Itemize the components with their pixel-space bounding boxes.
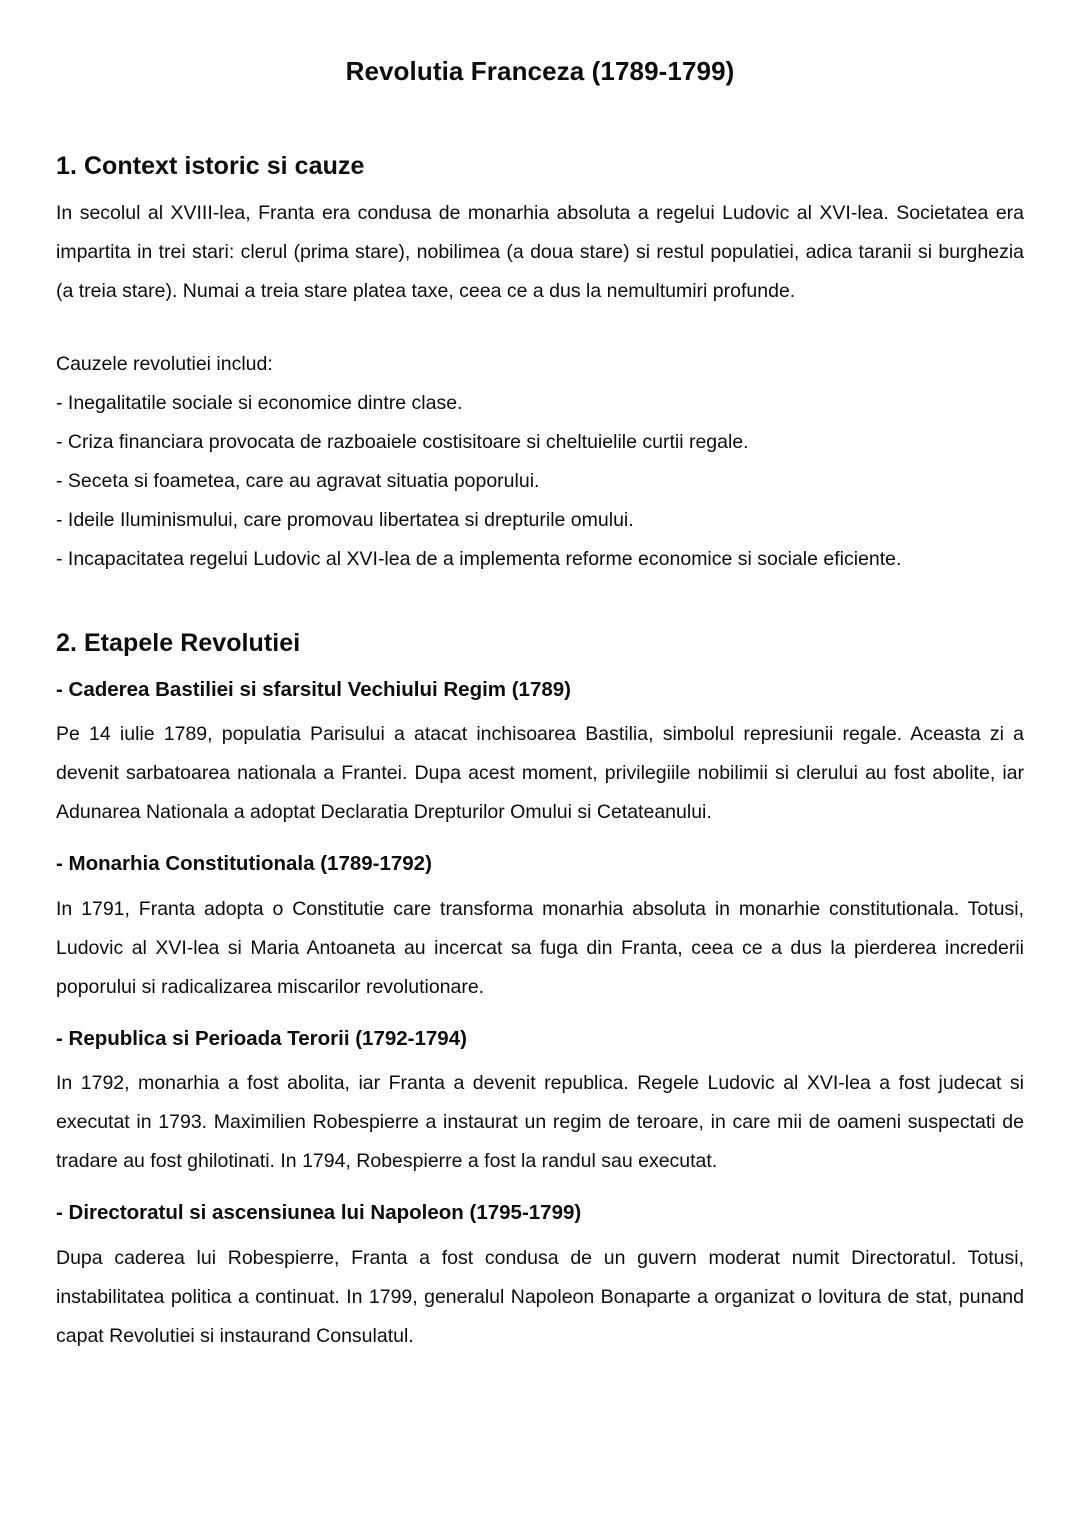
section-context-istoric <box>56 88 1024 579</box>
paragraph-republica-teroare: In 1792, monarhia a fost abolita, iar Franta a devenit republica. Regele Ludovic al XVI-lea a fost judecat si executat in 1793. Maximilien Robespierre a instaurat un regim de teroare, in care mii de oameni suspectati de tradare au fost ghilotinati. In 1794, Robespierre a fost la randul sau executat. <box>56 1072 1024 1173</box>
stage-republica-teroare <box>56 1007 1024 1182</box>
section-etapele-revolutiei <box>56 579 1024 1357</box>
paragraph-caderea-bastiliei: Pe 14 iulie 1789, populatia Parisului a atacat inchisoarea Bastilia, simbolul represiunii regale. Aceasta zi a devenit sarbatoarea nationala a Frantei. Dupa acest moment, privilegiile nobilimii si clerului au fost abolite, iar Adunarea Nationala a adoptat Declaratia Drepturilor Omului si Cetateanului. <box>56 723 1024 824</box>
paragraph-context-intro: In secolul al XVIII-lea, Franta era condusa de monarhia absoluta a regelui Ludovic al XVI-lea. Societatea era impartita in trei stari: clerul (prima stare), nobilimea (a doua stare) si restul populatiei, adica taranii si burghezia (a treia stare). Numai a treia stare platea taxe, ceea ce a dus la nemultumiri profunde. <box>56 201 1024 302</box>
stage-directoratul-napoleon <box>56 1181 1024 1356</box>
causes-list-lead-in: Cauzele revolutiei includ: <box>56 352 273 375</box>
section-heading-1: 1. Context istoric si cauze <box>56 151 365 180</box>
list-item: - Incapacitatea regelui Ludovic al XVI-lea de a implementa reforme economice si sociale eficiente. <box>56 547 902 570</box>
paragraph-directoratul-napoleon: Dupa caderea lui Robespierre, Franta a fost condusa de un guvern moderat numit Directoratul. Totusi, instabilitatea politica a continuat. In 1799, generalul Napoleon Bonaparte a organizat o lovitura de stat, punand capat Revolutiei si instaurand Consulatul. <box>56 1247 1024 1347</box>
subheading-caderea-bastiliei: - Caderea Bastiliei si sfarsitul Vechiului Regim (1789) <box>56 677 571 701</box>
section-heading-2: 2. Etapele Revolutiei <box>56 628 301 657</box>
subheading-directoratul-napoleon: - Directoratul si ascensiunea lui Napoleon (1795-1799) <box>56 1201 582 1225</box>
page-title: Revolutia Franceza (1789-1799) <box>345 56 735 86</box>
causes-list <box>56 384 1024 579</box>
list-item: - Inegalitatile sociale si economice dintre clase. <box>56 391 463 414</box>
subheading-monarhia-constitutionala: - Monarhia Constitutionala (1789-1792) <box>56 852 432 876</box>
subheading-republica-teroare: - Republica si Perioada Terorii (1792-1794) <box>56 1026 467 1050</box>
stage-monarhia-constitutionala <box>56 832 1024 1007</box>
list-item: - Criza financiara provocata de razboaiele costisitoare si cheltuielile curtii regale. <box>56 430 749 453</box>
list-item: - Seceta si foametea, care au agravat situatia poporului. <box>56 469 540 492</box>
stage-caderea-bastiliei <box>56 658 1024 833</box>
paragraph-monarhia-constitutionala: In 1791, Franta adopta o Constitutie care transforma monarhia absoluta in monarhie constitutionala. Totusi, Ludovic al XVI-lea si Maria Antoaneta au incercat sa fuga din Franta, ceea ce a dus la pierderea increderii poporului si radicalizarea miscarilor revolutionare. <box>56 897 1024 998</box>
list-item: - Ideile Iluminismului, care promovau libertatea si drepturile omului. <box>56 508 634 531</box>
